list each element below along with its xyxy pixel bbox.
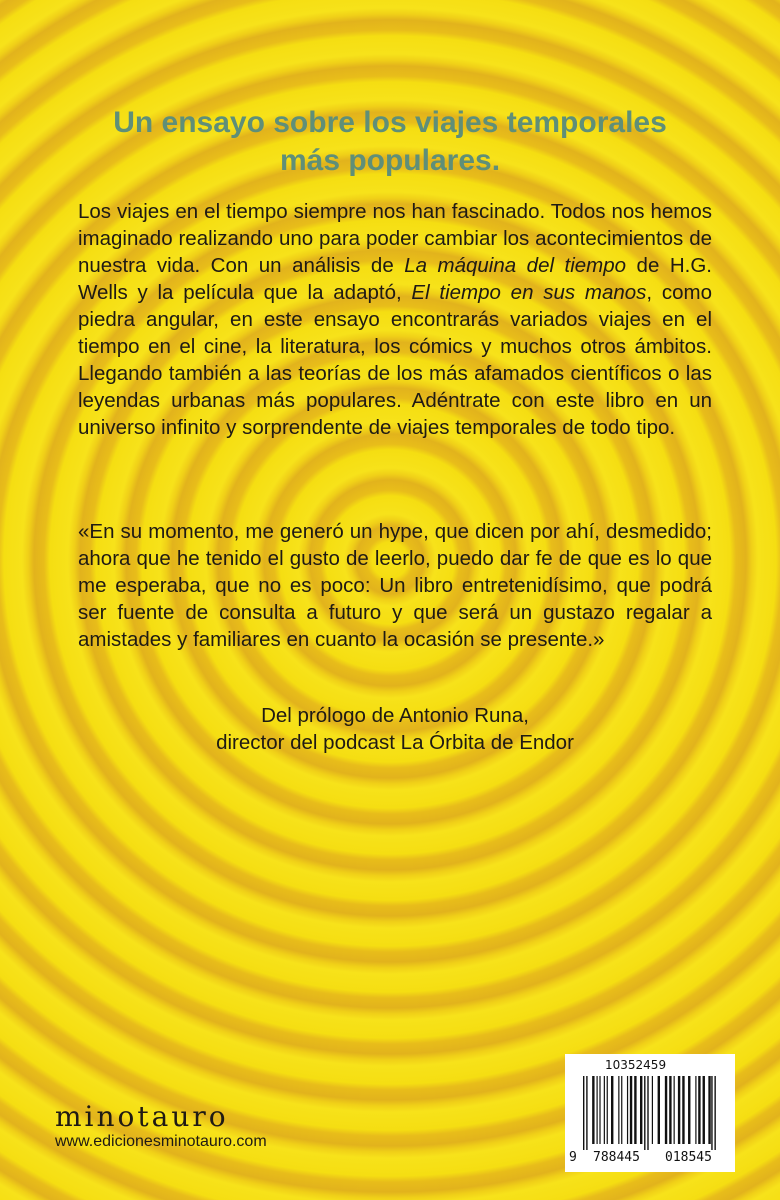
isbn-barcode — [575, 1076, 725, 1150]
barcode-bar — [599, 1076, 600, 1144]
headline — [70, 104, 710, 180]
barcode-bar — [607, 1076, 608, 1144]
barcode-bar — [708, 1076, 710, 1144]
barcode-bar — [583, 1076, 584, 1150]
barcode-bar — [627, 1076, 628, 1144]
description-part-3: , como piedra angular, en este ensayo encontrarás variados viajes en el tiempo en el cine, la literatura, los cómics y muchos otros ámbitos. Llegando también a las teorías de los más afamados científicos o las leyendas urbanas más populares. Adéntrate con este libro en un universo infinito y sorprendente de viajes temporales de todo tipo. — [78, 281, 712, 439]
description-title-2: El tiempo en sus manos — [411, 281, 647, 304]
headline-line-1: Un ensayo sobre los viajes temporales — [113, 106, 667, 139]
headline-line-2: más populares. — [279, 144, 501, 177]
barcode-bar — [674, 1076, 675, 1144]
barcode-bar — [644, 1076, 645, 1150]
barcode-bar — [621, 1076, 622, 1144]
barcode-bar — [611, 1076, 613, 1144]
barcode-bar — [640, 1076, 642, 1144]
barcode-bar — [711, 1076, 712, 1150]
barcode-bar — [688, 1076, 690, 1144]
barcode-bar — [669, 1076, 671, 1144]
barcode-label — [565, 1054, 735, 1172]
publisher-logo: minotauro — [55, 1100, 229, 1133]
description-part-1: Los viajes en el tiempo siempre nos han fascinado. Todos nos hemos imaginado realizando uno para poder cambiar los acontecimientos de nuestra vida. Con un análisis de — [78, 200, 712, 277]
publisher-website-link[interactable]: www.edicionesminotauro.com — [55, 1133, 267, 1150]
barcode-bar — [678, 1076, 680, 1144]
attribution-line-2: director del podcast La Órbita de Endor — [216, 731, 574, 754]
barcode-digits — [565, 1150, 735, 1168]
description-part-2: de H.G. Wells y la película que la adaptó, — [78, 254, 712, 304]
barcode-digits-left: 788445 — [593, 1150, 640, 1165]
barcode-digits-right: 018545 — [665, 1150, 712, 1165]
barcode-bar — [695, 1076, 696, 1144]
barcode-bar — [592, 1076, 594, 1144]
barcode-bar — [630, 1076, 632, 1144]
book-description — [78, 198, 712, 441]
barcode-bar — [658, 1076, 660, 1144]
barcode-bar — [682, 1076, 684, 1144]
barcode-internal-code: 10352459 — [605, 1058, 667, 1072]
attribution-line-1: Del prólogo de Antonio Runa, — [261, 704, 529, 727]
barcode-bar — [634, 1076, 636, 1144]
prologue-quote: «En su momento, me generó un hype, que dicen por ahí, desmedido; ahora que he tenido el gusto de leerlo, puedo dar fe de que es lo que me esperaba, que no es poco: Un libro entretenidísimo, que podrá ser fuente de consulta a futuro y que será un gustazo regalar a amistades y familiares en cuanto la ocasión se presente.» — [78, 520, 712, 651]
barcode-bar — [714, 1076, 715, 1150]
barcode-bar — [604, 1076, 605, 1144]
description-title-1: La máquina del tiempo — [404, 254, 627, 277]
barcode-bar — [618, 1076, 619, 1144]
barcode-bar — [647, 1076, 648, 1150]
barcode-bar — [652, 1076, 653, 1144]
barcode-digit-first: 9 — [569, 1150, 577, 1165]
barcode-bar — [665, 1076, 667, 1144]
quote-attribution — [78, 702, 712, 756]
barcode-bar — [703, 1076, 705, 1144]
barcode-bar — [586, 1076, 587, 1150]
barcode-bar — [597, 1076, 598, 1144]
barcode-bar — [698, 1076, 700, 1144]
